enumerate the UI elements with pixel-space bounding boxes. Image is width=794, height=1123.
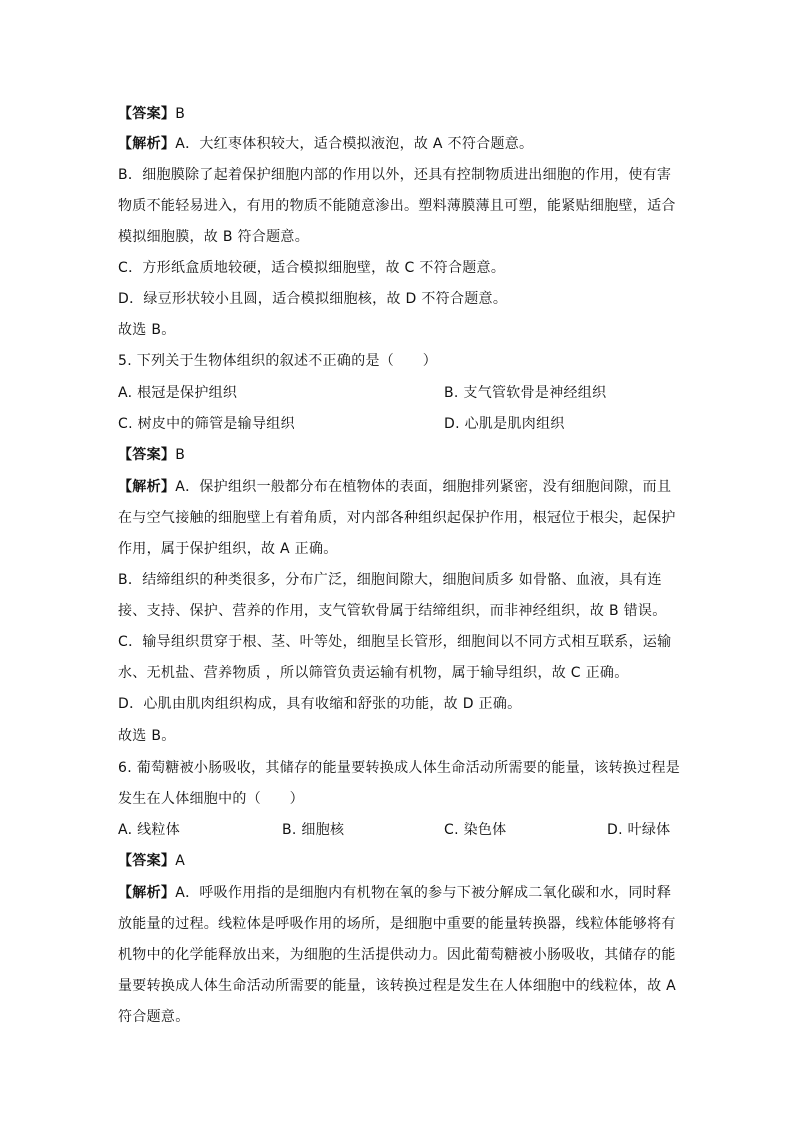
analysis-text: 接、支持、保护、营养的作用，支气管软骨属于结缔组织，而非神经组织，故 B 错误。 (118, 603, 667, 619)
analysis-line: 【解析】A．呼吸作用指的是细胞内有机物在氧的参与下被分解成二氧化碳和水，同时释 (118, 885, 672, 901)
answer-line: 【答案】B (118, 447, 186, 463)
analysis-text: C．输导组织贯穿于根、茎、叶等处，细胞呈长管形，细胞间以不同方式相互联系，运输 (118, 634, 672, 650)
question-5: 5. 下列关于生物体组织的叙述不正确的是（ ） (118, 353, 438, 369)
analysis-text: 放能量的过程。线粒体是呼吸作用的场所，是细胞中重要的能量转换器，线粒体能够将有 (118, 916, 676, 932)
analysis-line: 【解析】A．大红枣体积较大，适合模拟液泡，故 A 不符合题意。 (118, 136, 534, 152)
option-b: B. 细胞核 (282, 822, 345, 838)
option-c: C. 染色体 (444, 822, 507, 838)
analysis-text: 符合题意。 (118, 1009, 190, 1025)
answer-line: 【答案】A (118, 853, 186, 869)
option-d: D. 心肌是肌肉组织 (444, 416, 565, 432)
analysis-text: B．细胞膜除了起着保护细胞内部的作用以外，还具有控制物质进出细胞的作用，使有害 (118, 167, 672, 183)
conclusion-text: 故选 B。 (118, 322, 176, 338)
question-6: 6. 葡萄糖被小肠吸收，其储存的能量要转换成人体生命活动所需要的能量，该转换过程是 (118, 760, 681, 776)
analysis-text: 模拟细胞膜，故 B 符合题意。 (118, 229, 310, 245)
analysis-text: 作用，属于保护组织，故 A 正确。 (118, 541, 338, 557)
analysis-text: 在与空气接触的细胞壁上有着角质，对内部各种组织起保护作用，根冠位于根尖，起保护 (118, 510, 676, 526)
analysis-text: D．心肌由肌肉组织构成，具有收缩和舒张的功能，故 D 正确。 (118, 696, 522, 712)
analysis-text: 机物中的化学能释放出来，为细胞的生活提供动力。因此葡萄糖被小肠吸收，其储存的能 (118, 947, 676, 963)
analysis-text: D．绿豆形状较小且圆，适合模拟细胞核，故 D 不符合题意。 (118, 291, 508, 307)
analysis-text: C．方形纸盒质地较硬，适合模拟细胞壁，故 C 不符合题意。 (118, 260, 506, 276)
option-b: B. 支气管软骨是神经组织 (444, 385, 607, 401)
analysis-text: 量要转换成人体生命活动所需要的能量，该转换过程是发生在人体细胞中的线粒体，故 A (118, 978, 677, 994)
option-a: A. 线粒体 (118, 822, 181, 838)
option-c: C. 树皮中的筛管是输导组织 (118, 416, 295, 432)
analysis-text: 物质不能轻易进入，有用的物质不能随意渗出。塑料薄膜薄且可塑，能紧贴细胞壁，适合 (118, 198, 676, 214)
analysis-line: 【解析】A．保护组织一般都分布在植物体的表面，细胞排列紧密，没有细胞间隙，而且 (118, 479, 672, 495)
option-a: A. 根冠是保护组织 (118, 385, 238, 401)
answer-line: 【答案】B (118, 106, 186, 122)
analysis-text: B．结缔组织的种类很多，分布广泛，细胞间隙大，细胞间质多 如骨骼、血液，具有连 (118, 572, 662, 588)
question-6-cont: 发生在人体细胞中的（ ） (118, 791, 304, 807)
analysis-text: 水、无机盐、营养物质 ，所以筛管负责运输有机物，属于输导组织，故 C 正确。 (118, 665, 629, 681)
option-d: D. 叶绿体 (607, 822, 671, 838)
conclusion-text: 故选 B。 (118, 728, 176, 744)
